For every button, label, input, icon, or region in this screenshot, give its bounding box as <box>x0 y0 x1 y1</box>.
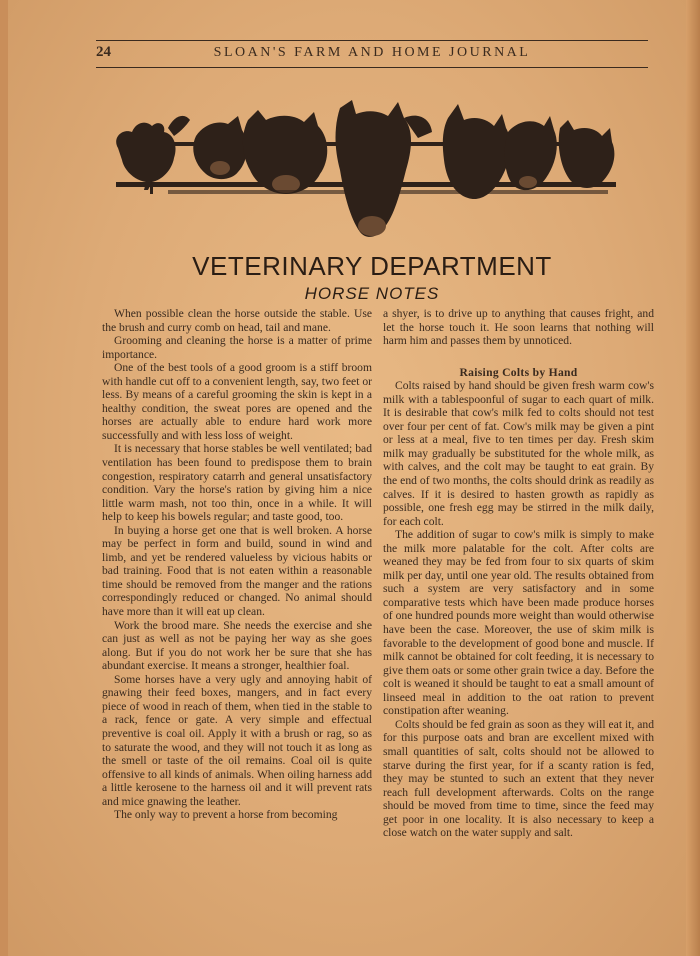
page-header <box>96 40 648 68</box>
paragraph-continued: a shyer, is to drive up to anything that causes fright, and let the horse touch it. He soon learns that nothing will harm him and passes them by unnoticed. <box>383 307 654 348</box>
farm-animals-illustration-icon <box>108 98 628 243</box>
paragraph: Colts raised by hand should be given fresh warm cow's milk with a tablespoonful of sugar to each quart of milk. It is desirable that cow's milk fed to colts should not test over four per cent of fat. Cow's milk may be given a pint or less at a meal, five to ten times per day. Fresh skim milk may gradually be substituted for the whole milk, as with calves, and the colt may be taught to eat grain. By the end of two months, the colts should drink as readily as calves. If it is desired to hasten growth as rapidly as possible, one fresh egg may be stirred in the milk daily, for each colt. <box>383 379 654 528</box>
paragraph: It is necessary that horse stables be well ventilated; bad ventilation has been found to predispose them to brain congestion, respiratory catarrh and general unsatisfactory condition. Vary the horse's ration by giving him a nice little warm mash, not too thin, once in a while. It will help to keep his bowels regular; and taste good, too. <box>102 442 372 524</box>
page-edge-right <box>686 0 700 956</box>
page-edge-left <box>0 0 8 956</box>
paragraph: Grooming and cleaning the horse is a matter of prime importance. <box>102 334 372 361</box>
page-number: 24 <box>96 44 111 60</box>
paragraph: Work the brood mare. She needs the exercise and she can just as well as not be paying her way as she goes along. But if you do not work her be sure that she has abundant exercise. It means a stronger, healthier foal. <box>102 618 372 673</box>
paragraph: The addition of sugar to cow's milk is simply to make the milk more palatable for the colt. After colts are weaned they may be fed from four to six quarts of skim milk per day, until one year old. The results obtained from such a system are very satisfactory and in some comparative tests which have been made produce horses of one hundred pounds more weight than would otherwise have been the case. Moreover, the use of skim milk is favorable to the development of good bone and muscle. If milk cannot be obtained for colt feeding, it is necessary to give them oats or some other grain twice a day. Before the colt is weaned it should be taught to eat a small amount of linseed meal in addition to the oat ration to prevent constipation after weaning. <box>383 528 654 718</box>
paragraph: Some horses have a very ugly and annoying habit of gnawing their feed boxes, mangers, and in fact every piece of wood in reach of them, when tied in the stable to a rack, fence or gate. A very simple and effectual preventive is coal oil. Apply it with a brush or rag, so as to saturate the wood, and they will not touch it as long as the smell or taste of the oil remains. Coal oil is quite offensive to all kinds of animals. When oiling harness add a little kerosene to the harness oil and it will prevent rats and mice gnawing the leather. <box>102 672 372 808</box>
department-title: VETERINARY DEPARTMENT <box>192 251 552 281</box>
paragraph: One of the best tools of a good groom is a stiff broom with handle cut off to a convenient length, say, two feet or less. By means of a careful grooming the skin is kept in a healthy condition, the sweat pores are opened and the horses are actually able to endure hard work more successfully and with less loss of weight. <box>102 361 372 442</box>
paragraph: When possible clean the horse outside the stable. Use the brush and curry comb on head, tail and mane. <box>102 307 372 334</box>
journal-title: SLOAN'S FARM AND HOME JOURNAL <box>213 45 531 60</box>
subheading: Raising Colts by Hand <box>459 365 578 379</box>
paragraph: The only way to prevent a horse from becoming <box>114 808 338 822</box>
paragraph: Colts should be fed grain as soon as they will eat it, and for this purpose oats and bran are excellent mixed with small quantities of salt, colts should not be allowed to starve during the first year, for if a scanty ration is fed, they may be stunted to such an extent that they never reach full development afterwards. Colts on the range should be moved from time to time, since the feed may get poor in one locality. It is also necessary to keep a close watch on the water supply and salt. <box>383 717 654 840</box>
section-title: HORSE NOTES <box>304 284 440 303</box>
paragraph: In buying a horse get one that is well broken. A horse may be perfect in form and build, sound in wind and limb, and yet be rendered valueless by vicious habits or bad training. Food that is not eaten within a reasonable time should be removed from the manger and the rations correspondingly reduced or changed. No animal should have more than it will eat up clean. <box>102 523 372 619</box>
left-column <box>102 307 372 822</box>
right-column <box>383 307 654 840</box>
